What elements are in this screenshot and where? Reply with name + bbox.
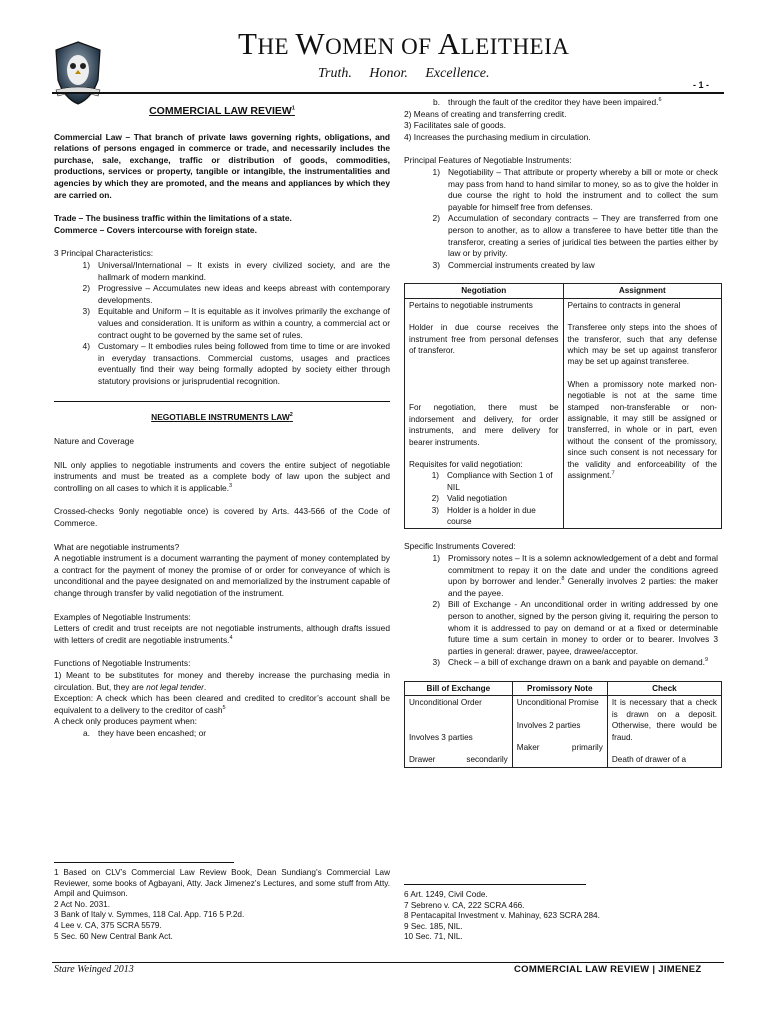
footnote: 10 Sec. 71, NIL. (404, 932, 463, 942)
footnote-divider (54, 862, 234, 863)
table-row (405, 696, 722, 767)
organization-logo-icon (52, 40, 104, 106)
footer-left-text: Stare Weinged 2013 (54, 964, 134, 975)
list-item: 3) Commercial instruments created by law (432, 259, 595, 270)
functions-item: 3) Facilitates sale of goods. (404, 120, 506, 131)
trade-definition: Trade – The business traffic within the limitations of a state. (54, 213, 292, 224)
table-cell: Pertains to contracts in general Transferee only steps into the shoes of the transferor, such that any defense which may be set up against transferor may be set up against transferee. When a promissory note marked non-negotiable is not at the same time stamped non-transferable or non-assignable, it may still be assigned or transferred, in whole or in part, even without the consent of the promissory, since such consent is not necessary for the validity and enforceability of the assignment.$^7$ (563, 298, 722, 529)
footer-right-text: COMMERCIAL LAW REVIEW | JIMENEZ (514, 964, 702, 975)
table-header: Assignment (563, 284, 722, 298)
table-cell: It is necessary that a check is drawn on a deposit. Otherwise, there would be fraud. Death of drawer of a (607, 696, 721, 767)
list-item: 1) Negotiability – That attribute or property whereby a bill or mote or check may pass from hand to hand similar to money, so as to give the holder in due course the right to hold the instrument and to collect the sum payable for himself free from defenses. (432, 166, 718, 212)
table-cell: Pertains to negotiable instruments Holder in due course receives the instrument free from personal defenses of transferor. For negotiation, there must be indorsement and delivery, for order instruments, and mere delivery for bearer instruments. Requisites for valid negotiation: 1) Compliance with Section 1 of NIL 2) Valid negotiation 3) Holder is a holder in due course (405, 298, 564, 529)
functions-item-1: 1) Meant to be substitutes for money and thereby increase the purchasing media in circulation. But, they are not legal tender. (54, 669, 390, 692)
brand-motto: Truth. Honor. Excellence. (318, 66, 490, 81)
right-footnotes (404, 884, 718, 943)
crossed-checks-text: Crossed-checks 9only negotiable once) is covered by Arts. 443-566 of the Code of Commerce. (54, 506, 390, 529)
check-payment-list-continued (404, 97, 718, 109)
list-item: 2) Progressive – Accumulates new ideas and keeps abreast with contemporary developments. (82, 283, 390, 305)
negotiation-vs-assignment-table (404, 283, 722, 529)
right-column (404, 97, 718, 768)
table-cell: Unconditional Order Involves 3 parties Drawer secondarily (405, 696, 513, 767)
list-item: 1) Promissory notes – It is a solemn acknowledgement of a debt and formal commitment to repay it on the date and under the conditions agreed upon by borrower and lender.$^8$ Generally involves 2 parties: the maker and the payee. (432, 553, 718, 598)
specific-heading: Specific Instruments Covered: (404, 541, 516, 552)
brand-title: THE WOMEN OF ALEITHEIA (238, 26, 570, 61)
commerce-definition: Commerce – Covers intercourse with foreign state. (54, 224, 257, 235)
table-row (405, 298, 722, 529)
footnote: 3 Bank of Italy v. Symmes, 118 Cal. App. 716 5 P.2d. (54, 910, 245, 920)
instruments-comparison-table (404, 681, 722, 768)
section-divider (54, 387, 390, 402)
footnote: 4 Lee v. CA, 375 SCRA 5579. (54, 920, 162, 930)
functions-item: 2) Means of creating and transferring credit. (404, 108, 567, 119)
left-column (54, 106, 390, 740)
what-text: A negotiable instrument is a document warranting the payment of money contemplated by a contract for the payment of money the promise of or order for conveyance of which is unconditional and the payee designated on and memorialized by the instrument capable of change through transfer by valid negotiation of the instrument. (54, 553, 390, 598)
table-header: Bill of Exchange (405, 681, 513, 695)
table-header: Negotiation (405, 284, 564, 298)
check-payment-text: A check only produces payment when: (54, 716, 197, 727)
list-item: 4) Customary – It embodies rules being followed from time to time or are invoked in everyday transactions. Commercial customs, usages and practices eventually find their way being formally adopted by society either through statutory provisions or jurisprudential recognition. (82, 341, 390, 386)
list-item: a. they have been encashed; or (83, 727, 207, 738)
features-heading: Principal Features of Negotiable Instruments: (404, 155, 572, 166)
footnote: 6 Art. 1249, Civil Code. (404, 890, 488, 899)
list-item: 3) Equitable and Uniform – It is equitable as it involves primarily the exchange of values and consideration. It is uniform as within a country, a commercial act or contract ought to be governed by the same set of rules. (82, 306, 390, 340)
table-header: Promissory Note (512, 681, 607, 695)
left-footnotes (54, 862, 390, 942)
footnote: 8 Pentacapital Investment v. Mahinay, 623 SCRA 284. (404, 911, 600, 921)
features-list (404, 167, 718, 271)
list-item: 2) Bill of Exchange - An unconditional order in writing addressed by one person to another, signed by the person giving it, requiring the person to whom it is addressed to pay on demand or at a fixed or determinable future time a sum certain in money to order or to bearer. Involves 3 parties in general: drawer, payee, drawee/acceptor. (432, 599, 718, 656)
footnote: 9 Sec. 185, NIL. (404, 921, 463, 931)
examples-heading: Examples of Negotiable Instruments: (54, 611, 191, 622)
footer-divider (52, 962, 724, 963)
table-header: Check (607, 681, 721, 695)
nature-heading: Nature and Coverage (54, 436, 135, 447)
exception-text: Exception: A check which has been cleared and credited to creditor’s account shall be equivalent to a delivery to the creditor of cash$^5$ (54, 693, 390, 715)
nil-section-title: NEGOTIABLE INSTRUMENTS LAW$^2$ (151, 412, 293, 423)
characteristics-list (54, 260, 390, 388)
table-cell: Unconditional Promise Involves 2 parties Maker primarily (512, 696, 607, 767)
footnote: 5 Sec. 60 New Central Bank Act. (54, 931, 173, 941)
commercial-law-definition: Commercial Law – That branch of private laws governing rights, obligations, and relations of persons engaged in commerce or trade, and necessarily includes the purchase, sale, exchange, traffic or distribution of goods, commodities, productions, services or property, tangible or intangible, the instrumentalities and agencies by which they are promoted, and the means and appliances by which they are carried on. (54, 131, 390, 200)
check-payment-list (54, 728, 390, 740)
list-item: 3) Check – a bill of exchange drawn on a bank and payable on demand.$^9$ (432, 657, 709, 668)
footnote: 1 Based on CLV’s Commercial Law Review Book, Dean Sundiang’s Commercial Law Reviewer, some books of Agbayani, Atty. Jack Jimenez’s Lectures, and some stuff from Atty. Ampil and Quimson. (54, 868, 390, 899)
functions-heading: Functions of Negotiable Instruments: (54, 658, 191, 669)
footnote: 7 Sebreno v. CA, 222 SCRA 466. (404, 900, 525, 910)
characteristics-heading: 3 Principal Characteristics: (54, 248, 154, 259)
examples-text: Letters of credit and trust receipts are not negotiable instruments, although drafts issued with letters of credit are negotiable instruments.$^4$ (54, 623, 390, 645)
footnote: 2 Act No. 2031. (54, 899, 110, 909)
what-heading: What are negotiable instruments? (54, 541, 180, 552)
list-item: 1) Universal/International – It exists in every civilized society, and are the hallmark of modern mankind. (82, 259, 390, 282)
footnote-divider (404, 884, 586, 885)
header-divider (52, 92, 724, 94)
functions-item: 4) Increases the purchasing medium in circulation. (404, 131, 591, 142)
specific-instruments-list (404, 553, 718, 669)
document-title: COMMERCIAL LAW REVIEW$^1$ (149, 105, 295, 117)
nature-text: NIL only applies to negotiable instruments and covers the entire subject of negotiable instruments and must be treated as a complete body of law upon the subject and controlling on all cases to which it is applicable.$^3$ (54, 459, 390, 493)
list-item: 2) Accumulation of secondary contracts – They are transferred from one person to another, as to allow a transferee to have better title than the transferor, creating a series of juridical ties between the parties either by law or by privity. (432, 213, 718, 259)
page-number: - 1 - (693, 80, 710, 90)
list-item: b. through the fault of the creditor they have been impaired.$^6$ (433, 97, 662, 107)
